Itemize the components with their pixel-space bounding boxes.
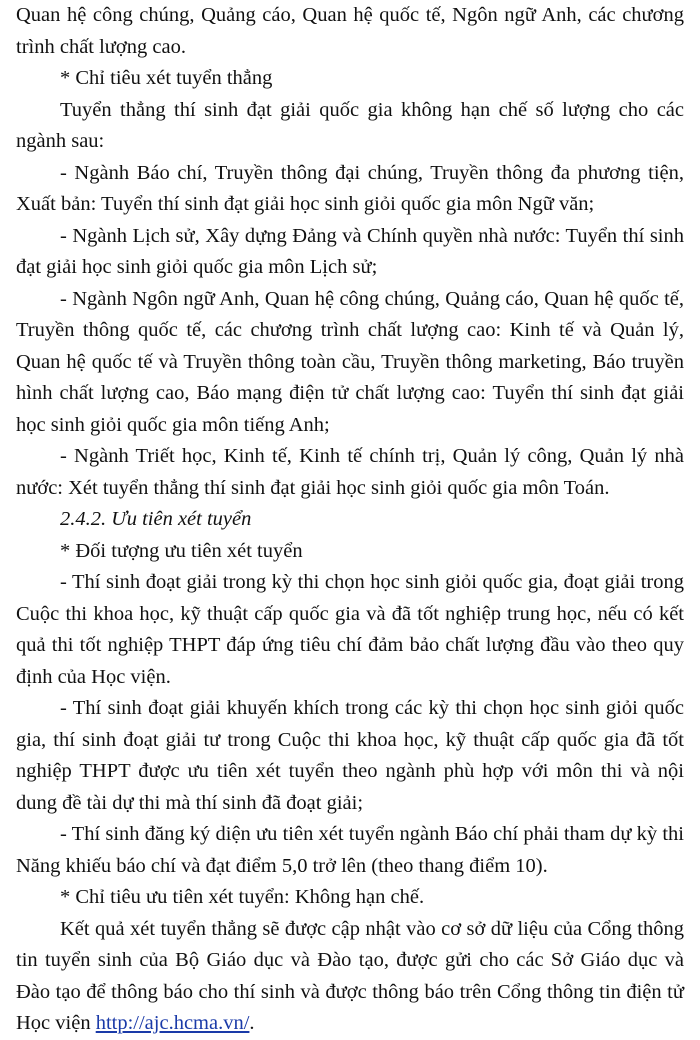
paragraph: Quan hệ công chúng, Quảng cáo, Quan hệ quốc tế, Ngôn ngữ Anh, các chương trình chất lượng cao. <box>16 4 684 58</box>
list-item: - Ngành Triết học, Kinh tế, Kinh tế chính trị, Quản lý công, Quản lý nhà nước: Xét tuyển thẳng thí sinh đạt giải học sinh giỏi quốc gia môn Toán. <box>16 445 684 499</box>
section-heading: 2.4.2. Ưu tiên xét tuyển <box>60 508 252 530</box>
priority-subjects-heading: * Đối tượng ưu tiên xét tuyển <box>60 539 303 562</box>
document-page <box>16 0 684 1040</box>
list-item: - Thí sinh đoạt giải khuyến khích trong các kỳ thi chọn học sinh giỏi quốc gia, thí sinh đoạt giải tư trong Cuộc thi khoa học, kỹ thuật cấp quốc gia đã tốt nghiệp THPT được ưu tiên xét tuyển theo ngành phù hợp với môn thi và nội dung đề tài dự thi mà thí sinh đã đoạt giải; <box>16 697 684 814</box>
list-item: - Thí sinh đăng ký diện ưu tiên xét tuyển ngành Báo chí phải tham dự kỳ thi Năng khiếu báo chí và đạt điểm 5,0 trở lên (theo thang điểm 10). <box>16 823 684 877</box>
list-item: - Thí sinh đoạt giải trong kỳ thi chọn học sinh giỏi quốc gia, đoạt giải trong Cuộc thi khoa học, kỹ thuật cấp quốc gia và đã tốt nghiệp trung học, nếu có kết quả thi tốt nghiệp THPT đáp ứng tiêu chí đảm bảo chất lượng đầu vào theo quy định của Học viện. <box>16 571 684 688</box>
final-paragraph-text: Kết quả xét tuyển thẳng sẽ được cập nhật vào cơ sở dữ liệu của Cổng thông tin tuyển sinh của Bộ Giáo dục và Đào tạo, được gửi cho các Sở Giáo dục và Đào tạo để thông báo cho thí sinh và được thông báo trên Cổng thông tin điện tử Học viện <box>16 917 684 1034</box>
final-paragraph <box>16 914 684 1040</box>
list-item: - Ngành Ngôn ngữ Anh, Quan hệ công chúng, Quảng cáo, Quan hệ quốc tế, Truyền thông quốc tế, các chương trình chất lượng cao: Kinh tế và Quản lý, Quan hệ quốc tế và Truyền thông toàn cầu, Truyền thông marketing, Báo truyền hình chất lượng cao, Báo mạng điện tử chất lượng cao: Tuyển thí sinh đạt giải học sinh giỏi quốc gia môn tiếng Anh; <box>16 287 684 436</box>
list-item: - Ngành Báo chí, Truyền thông đại chúng, Truyền thông đa phương tiện, Xuất bản: Tuyển thí sinh đạt giải học sinh giỏi quốc gia môn Ngữ văn; <box>16 161 684 215</box>
final-paragraph-end: . <box>249 1012 255 1034</box>
paragraph: Tuyển thẳng thí sinh đạt giải quốc gia không hạn chế số lượng cho các ngành sau: <box>16 98 684 152</box>
quota-direct-admission-heading: * Chỉ tiêu xét tuyển thẳng <box>60 67 273 89</box>
list-item: - Ngành Lịch sử, Xây dựng Đảng và Chính quyền nhà nước: Tuyển thí sinh đạt giải học sinh giỏi quốc gia môn Lịch sử; <box>16 224 684 278</box>
priority-quota-line: * Chỉ tiêu ưu tiên xét tuyển: Không hạn chế. <box>60 886 425 908</box>
website-link[interactable]: http://ajc.hcma.vn/ <box>95 1012 250 1034</box>
